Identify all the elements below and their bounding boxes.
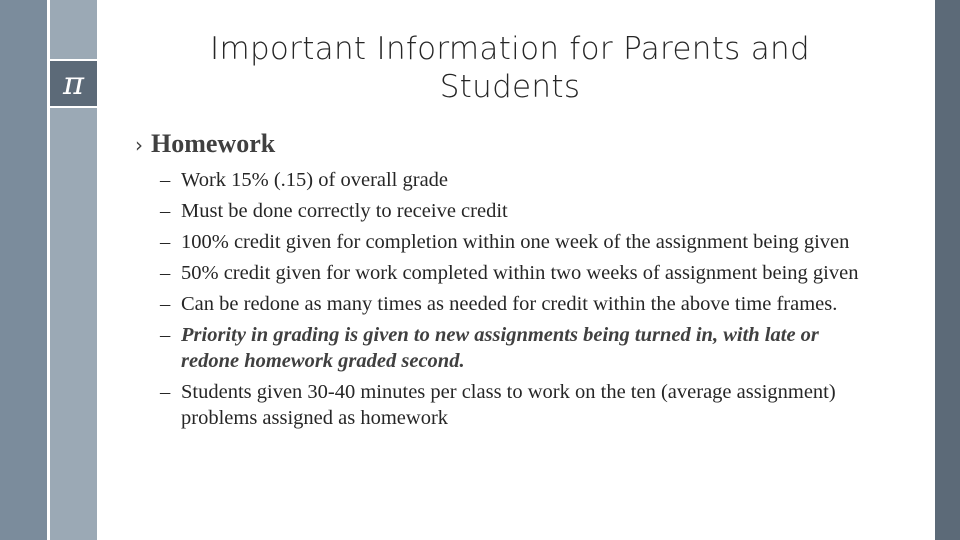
slide-title: Important Information for Parents and Students — [210, 31, 810, 105]
homework-list — [160, 167, 880, 436]
item-text: 50% credit given for work completed within two weeks of assignment being given — [181, 262, 859, 284]
list-item — [160, 379, 880, 431]
heading-text: Homework — [151, 129, 276, 158]
dash: – — [160, 231, 171, 253]
list-item — [160, 291, 880, 317]
dash: – — [160, 262, 171, 284]
dash: – — [160, 200, 171, 222]
list-item-emphasized — [160, 322, 880, 374]
item-text: 100% credit given for completion within one week of the assignment being given — [181, 231, 850, 253]
item-text: Must be done correctly to receive credit — [181, 200, 508, 222]
list-item — [160, 198, 880, 224]
decorative-strip-left — [0, 0, 47, 540]
item-text: Can be redone as many times as needed for credit within the above time frames. — [181, 293, 838, 315]
item-text: Work 15% (.15) of overall grade — [181, 169, 449, 191]
item-text: Priority in grading is given to new assignments being turned in, with late or redone homework graded second. — [181, 324, 819, 372]
dash: – — [160, 169, 171, 191]
section-heading — [135, 129, 275, 159]
dash: – — [160, 293, 171, 315]
bullet-chevron-icon: › — [135, 133, 143, 157]
list-item — [160, 260, 880, 286]
list-item — [160, 167, 880, 193]
list-item — [160, 229, 880, 255]
item-text: Students given 30-40 minutes per class to work on the ten (average assignment) problems assigned as homework — [181, 381, 836, 429]
dash: – — [160, 381, 171, 403]
decorative-strip-right — [935, 0, 960, 540]
dash: – — [160, 324, 171, 346]
pi-icon: π — [50, 59, 97, 108]
